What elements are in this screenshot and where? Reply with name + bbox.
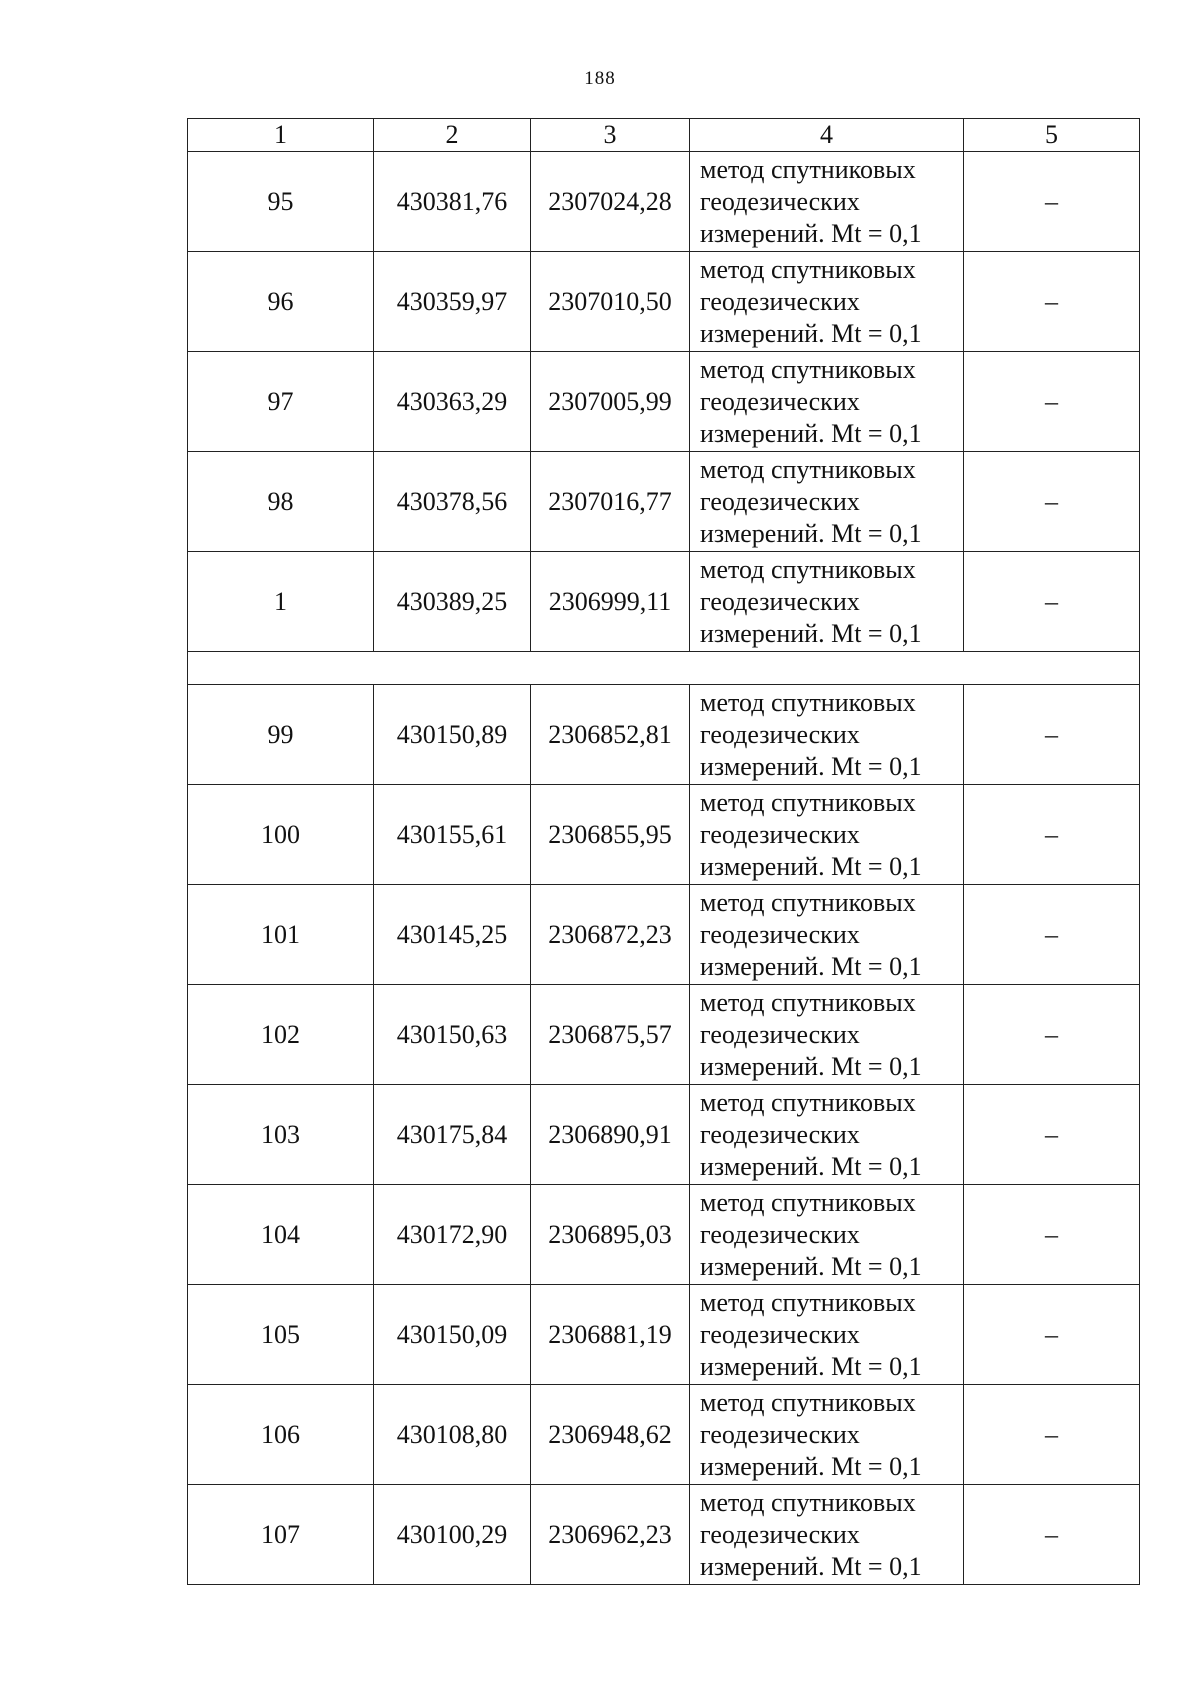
point-number-cell: 99 — [188, 685, 374, 785]
point-number-cell: 107 — [188, 1485, 374, 1585]
method-cell — [690, 1485, 964, 1585]
method-line: измерений. Mt = 0,1 — [700, 751, 922, 781]
method-cell — [690, 252, 964, 352]
method-cell — [690, 552, 964, 652]
method-cell — [690, 1085, 964, 1185]
method-cell — [690, 352, 964, 452]
x-coordinate-cell: 430145,25 — [374, 885, 531, 985]
table-row — [188, 552, 1140, 652]
method-line: метод спутниковых — [700, 887, 916, 917]
table-row — [188, 152, 1140, 252]
table-row — [188, 885, 1140, 985]
method-cell — [690, 1385, 964, 1485]
method-cell — [690, 985, 964, 1085]
y-coordinate-cell: 2306855,95 — [531, 785, 690, 885]
table-row — [188, 685, 1140, 785]
table-row — [188, 1285, 1140, 1385]
x-coordinate-cell: 430359,97 — [374, 252, 531, 352]
method-line: метод спутниковых — [700, 354, 916, 384]
y-coordinate-cell: 2306872,23 — [531, 885, 690, 985]
method-line: измерений. Mt = 0,1 — [700, 1551, 922, 1581]
x-coordinate-cell: 430172,90 — [374, 1185, 531, 1285]
method-line: метод спутниковых — [700, 787, 916, 817]
x-coordinate-cell: 430378,56 — [374, 452, 531, 552]
method-line: измерений. Mt = 0,1 — [700, 618, 922, 648]
method-line: геодезических — [700, 919, 860, 949]
method-line: измерений. Mt = 0,1 — [700, 951, 922, 981]
note-cell: – — [964, 885, 1140, 985]
method-line: геодезических — [700, 1319, 860, 1349]
header-cell-5: 5 — [964, 119, 1140, 152]
x-coordinate-cell: 430363,29 — [374, 352, 531, 452]
table-row — [188, 352, 1140, 452]
table-row — [188, 452, 1140, 552]
method-line: метод спутниковых — [700, 254, 916, 284]
point-number-cell: 97 — [188, 352, 374, 452]
method-line: измерений. Mt = 0,1 — [700, 418, 922, 448]
method-line: геодезических — [700, 1519, 860, 1549]
y-coordinate-cell: 2306875,57 — [531, 985, 690, 1085]
note-cell: – — [964, 1185, 1140, 1285]
note-cell: – — [964, 252, 1140, 352]
method-cell — [690, 685, 964, 785]
table-row — [188, 985, 1140, 1085]
note-cell: – — [964, 1385, 1140, 1485]
method-line: измерений. Mt = 0,1 — [700, 218, 922, 248]
method-line: измерений. Mt = 0,1 — [700, 851, 922, 881]
method-line: метод спутниковых — [700, 687, 916, 717]
method-line: измерений. Mt = 0,1 — [700, 1251, 922, 1281]
y-coordinate-cell: 2306852,81 — [531, 685, 690, 785]
note-cell: – — [964, 152, 1140, 252]
note-cell: – — [964, 1085, 1140, 1185]
note-cell: – — [964, 1485, 1140, 1585]
x-coordinate-cell: 430150,89 — [374, 685, 531, 785]
note-cell: – — [964, 552, 1140, 652]
page-number: 188 — [584, 68, 616, 89]
table-row — [188, 1185, 1140, 1285]
method-line: геодезических — [700, 486, 860, 516]
method-line: геодезических — [700, 819, 860, 849]
method-line: метод спутниковых — [700, 1487, 916, 1517]
note-cell: – — [964, 685, 1140, 785]
table-row — [188, 1085, 1140, 1185]
note-cell: – — [964, 352, 1140, 452]
point-number-cell: 95 — [188, 152, 374, 252]
method-line: метод спутниковых — [700, 1087, 916, 1117]
method-line: метод спутниковых — [700, 987, 916, 1017]
y-coordinate-cell: 2306962,23 — [531, 1485, 690, 1585]
y-coordinate-cell: 2306895,03 — [531, 1185, 690, 1285]
header-cell-4: 4 — [690, 119, 964, 152]
x-coordinate-cell: 430389,25 — [374, 552, 531, 652]
method-line: метод спутниковых — [700, 554, 916, 584]
method-line: геодезических — [700, 186, 860, 216]
separator-row — [188, 652, 1140, 685]
method-line: метод спутниковых — [700, 1187, 916, 1217]
method-line: измерений. Mt = 0,1 — [700, 1151, 922, 1181]
y-coordinate-cell: 2307005,99 — [531, 352, 690, 452]
method-line: измерений. Mt = 0,1 — [700, 1351, 922, 1381]
method-line: измерений. Mt = 0,1 — [700, 1451, 922, 1481]
table-row — [188, 1485, 1140, 1585]
method-line: измерений. Mt = 0,1 — [700, 518, 922, 548]
method-cell — [690, 152, 964, 252]
method-line: геодезических — [700, 286, 860, 316]
coordinates-table — [187, 118, 1140, 1585]
method-line: геодезических — [700, 386, 860, 416]
point-number-cell: 98 — [188, 452, 374, 552]
method-line: метод спутниковых — [700, 154, 916, 184]
table-row — [188, 785, 1140, 885]
note-cell: – — [964, 1285, 1140, 1385]
method-line: геодезических — [700, 1019, 860, 1049]
note-cell: – — [964, 985, 1140, 1085]
method-line: геодезических — [700, 1119, 860, 1149]
y-coordinate-cell: 2306890,91 — [531, 1085, 690, 1185]
method-line: измерений. Mt = 0,1 — [700, 318, 922, 348]
x-coordinate-cell: 430150,09 — [374, 1285, 531, 1385]
x-coordinate-cell: 430108,80 — [374, 1385, 531, 1485]
separator-cell — [188, 652, 1140, 685]
method-cell — [690, 1185, 964, 1285]
point-number-cell: 101 — [188, 885, 374, 985]
point-number-cell: 106 — [188, 1385, 374, 1485]
y-coordinate-cell: 2307010,50 — [531, 252, 690, 352]
method-line: геодезических — [700, 1219, 860, 1249]
header-cell-1: 1 — [188, 119, 374, 152]
method-line: геодезических — [700, 586, 860, 616]
x-coordinate-cell: 430175,84 — [374, 1085, 531, 1185]
y-coordinate-cell: 2307016,77 — [531, 452, 690, 552]
x-coordinate-cell: 430100,29 — [374, 1485, 531, 1585]
method-line: метод спутниковых — [700, 1287, 916, 1317]
method-line: геодезических — [700, 719, 860, 749]
y-coordinate-cell: 2307024,28 — [531, 152, 690, 252]
header-cell-3: 3 — [531, 119, 690, 152]
point-number-cell: 103 — [188, 1085, 374, 1185]
coordinates-table-body — [188, 119, 1140, 1585]
point-number-cell: 96 — [188, 252, 374, 352]
y-coordinate-cell: 2306948,62 — [531, 1385, 690, 1485]
method-line: метод спутниковых — [700, 1387, 916, 1417]
note-cell: – — [964, 452, 1140, 552]
method-cell — [690, 885, 964, 985]
table-row — [188, 252, 1140, 352]
y-coordinate-cell: 2306999,11 — [531, 552, 690, 652]
method-line: геодезических — [700, 1419, 860, 1449]
header-cell-2: 2 — [374, 119, 531, 152]
method-line: метод спутниковых — [700, 454, 916, 484]
point-number-cell: 1 — [188, 552, 374, 652]
table-header-row — [188, 119, 1140, 152]
point-number-cell: 104 — [188, 1185, 374, 1285]
y-coordinate-cell: 2306881,19 — [531, 1285, 690, 1385]
point-number-cell: 105 — [188, 1285, 374, 1385]
method-cell — [690, 452, 964, 552]
x-coordinate-cell: 430150,63 — [374, 985, 531, 1085]
method-cell — [690, 785, 964, 885]
method-line: измерений. Mt = 0,1 — [700, 1051, 922, 1081]
point-number-cell: 102 — [188, 985, 374, 1085]
method-cell — [690, 1285, 964, 1385]
x-coordinate-cell: 430381,76 — [374, 152, 531, 252]
note-cell: – — [964, 785, 1140, 885]
table-row — [188, 1385, 1140, 1485]
point-number-cell: 100 — [188, 785, 374, 885]
x-coordinate-cell: 430155,61 — [374, 785, 531, 885]
